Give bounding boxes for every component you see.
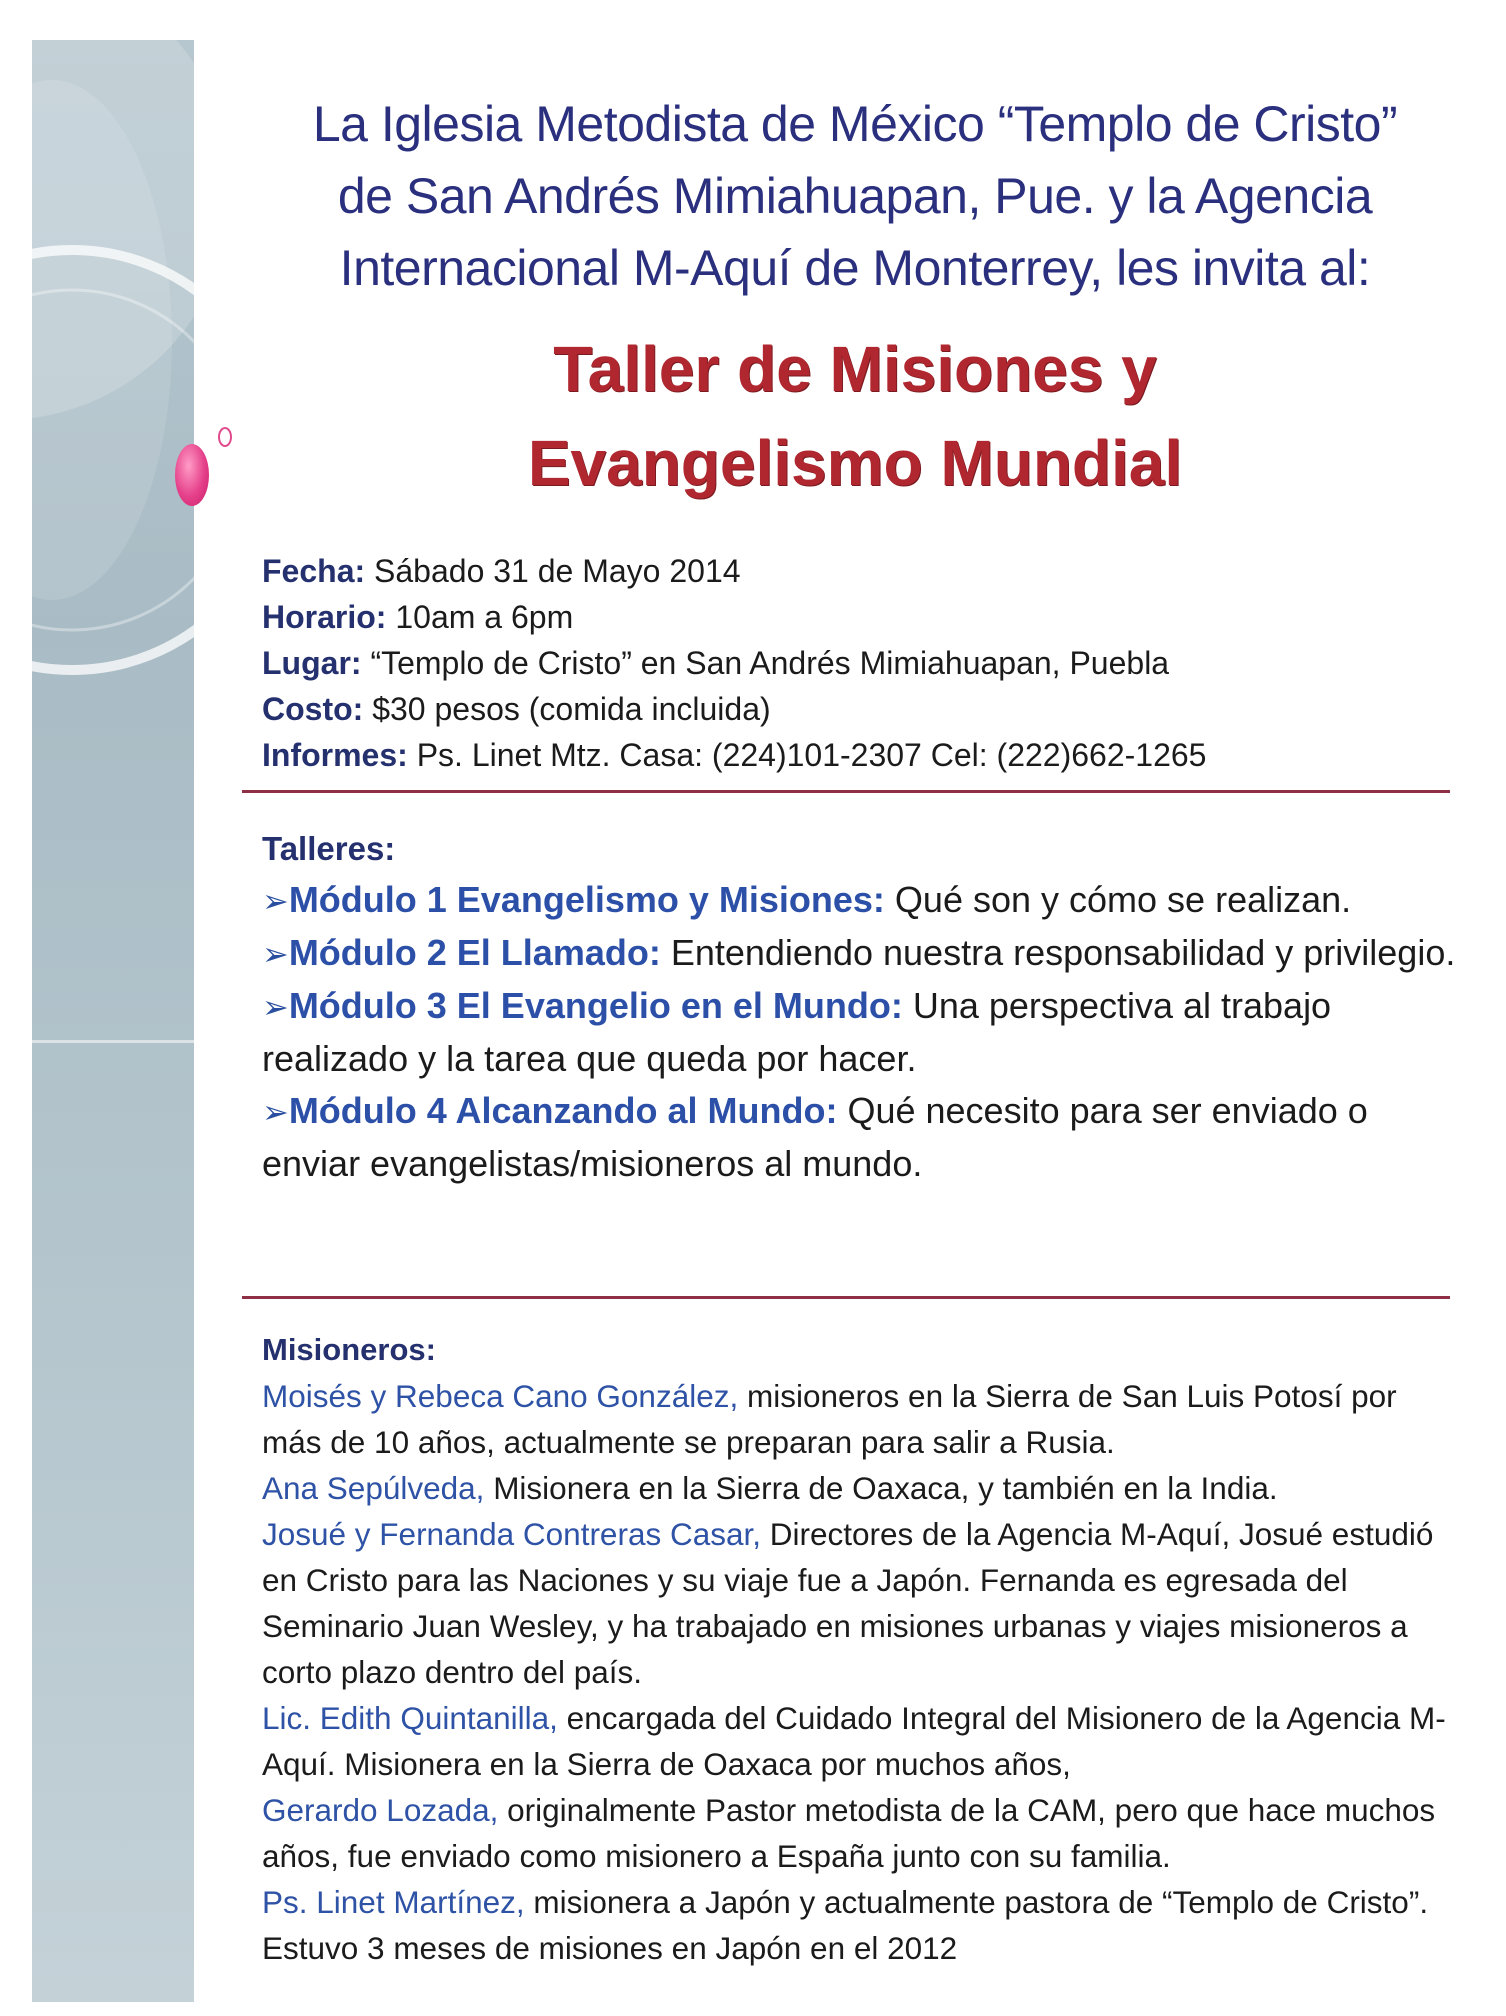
arrow-bullet-icon: ➢ <box>262 989 289 1025</box>
module-title: Módulo 3 El Evangelio en el Mundo: <box>288 985 903 1026</box>
event-title <box>240 322 1470 510</box>
missionary-entry <box>262 1465 1462 1511</box>
event-details <box>262 548 1462 778</box>
missionary-entry <box>262 1787 1462 1879</box>
decorative-swirl-graphic <box>32 40 194 2002</box>
missionary-name: Ana Sepúlveda, <box>262 1470 485 1506</box>
divider-rule <box>242 1296 1450 1299</box>
arrow-bullet-icon: ➢ <box>262 883 289 919</box>
module-title: Módulo 1 Evangelismo y Misiones: <box>288 879 885 920</box>
detail-value: 10am a 6pm <box>386 599 574 635</box>
detail-lugar <box>262 640 1462 686</box>
missionary-description: encargada del Cuidado Integral del Misionero de la Agencia M-Aquí. Misionera en la Sierra de Oaxaca por muchos años, <box>262 1700 1446 1782</box>
missionary-name: Ps. Linet Martínez, <box>262 1884 525 1920</box>
decorative-side-band <box>32 40 194 2002</box>
detail-informes <box>262 732 1462 778</box>
misioneros-heading: Misioneros: <box>262 1332 436 1367</box>
missionary-name: Josué y Fernanda Contreras Casar, <box>262 1516 762 1552</box>
detail-value: Ps. Linet Mtz. Casa: (224)101-2307 Cel: (222)662-1265 <box>407 737 1207 773</box>
module-text: Qué son y cómo se realizan. <box>884 879 1352 920</box>
module-item <box>262 980 1462 1085</box>
intro-line-3: Internacional M-Aquí de Monterrey, les invita al: <box>339 240 1371 296</box>
title-line-2: Evangelismo Mundial <box>527 427 1183 499</box>
missionary-description: Directores de la Agencia M-Aquí, Josué estudió en Cristo para las Naciones y su viaje fue a Japón. Fernanda es egresada del Seminario Juan Wesley, y ha trabajado en misiones urbanas y viajes misioneros a corto plazo dentro del país. <box>262 1516 1434 1690</box>
pink-ring-decoration <box>218 427 232 447</box>
module-text: Qué necesito para ser enviado o enviar evangelistas/misioneros al mundo. <box>262 1090 1368 1184</box>
detail-costo <box>262 686 1462 732</box>
missionary-entry <box>262 1879 1462 1971</box>
detail-label: Fecha: <box>262 553 366 589</box>
detail-label: Costo: <box>262 691 364 727</box>
missionary-entry <box>262 1373 1462 1465</box>
divider-rule <box>242 790 1450 793</box>
arrow-bullet-icon: ➢ <box>262 1094 289 1130</box>
detail-value: $30 pesos (comida incluida) <box>363 691 771 727</box>
title-line-1: Taller de Misiones y <box>553 333 1157 405</box>
detail-label: Lugar: <box>262 645 362 681</box>
module-text: Entendiendo nuestra responsabilidad y privilegio. <box>660 932 1456 973</box>
missionary-name: Lic. Edith Quintanilla, <box>262 1700 558 1736</box>
missionary-description: Misionera en la Sierra de Oaxaca, y también en la India. <box>484 1470 1278 1506</box>
detail-value: Sábado 31 de Mayo 2014 <box>365 553 741 589</box>
arrow-bullet-icon: ➢ <box>262 936 289 972</box>
module-title: Módulo 2 El Llamado: <box>288 932 661 973</box>
detail-label: Horario: <box>262 599 387 635</box>
missionary-description: misioneros en la Sierra de San Luis Potosí por más de 10 años, actualmente se preparan para salir a Rusia. <box>262 1378 1397 1460</box>
intro-line-2: de San Andrés Mimiahuapan, Pue. y la Agencia <box>337 168 1373 224</box>
missionary-name: Gerardo Lozada, <box>262 1792 499 1828</box>
fold-line <box>32 1040 194 1043</box>
misioneros-section <box>262 1327 1462 1971</box>
talleres-heading: Talleres: <box>262 830 396 867</box>
detail-fecha <box>262 548 1462 594</box>
detail-value: “Templo de Cristo” en San Andrés Mimiahuapan, Puebla <box>361 645 1170 681</box>
module-text: Una perspectiva al trabajo realizado y la tarea que queda por hacer. <box>262 985 1332 1079</box>
module-item <box>262 1085 1462 1190</box>
pink-bead-decoration <box>175 444 209 506</box>
intro-line-1: La Iglesia Metodista de México “Templo de Cristo” <box>312 96 1398 152</box>
missionary-name: Moisés y Rebeca Cano González, <box>262 1378 739 1414</box>
detail-horario <box>262 594 1462 640</box>
module-item <box>262 874 1462 927</box>
missionary-description: misionera a Japón y actualmente pastora de “Templo de Cristo”. Estuvo 3 meses de misiones en Japón en el 2012 <box>262 1884 1429 1966</box>
invitation-intro <box>240 88 1470 304</box>
missionary-description: originalmente Pastor metodista de la CAM, pero que hace muchos años, fue enviado como misionero a España junto con su familia. <box>262 1792 1436 1874</box>
missionary-entry <box>262 1511 1462 1695</box>
missionary-entry <box>262 1695 1462 1787</box>
detail-label: Informes: <box>262 737 408 773</box>
module-item <box>262 927 1462 980</box>
module-title: Módulo 4 Alcanzando al Mundo: <box>288 1090 838 1131</box>
talleres-section <box>262 824 1462 1190</box>
